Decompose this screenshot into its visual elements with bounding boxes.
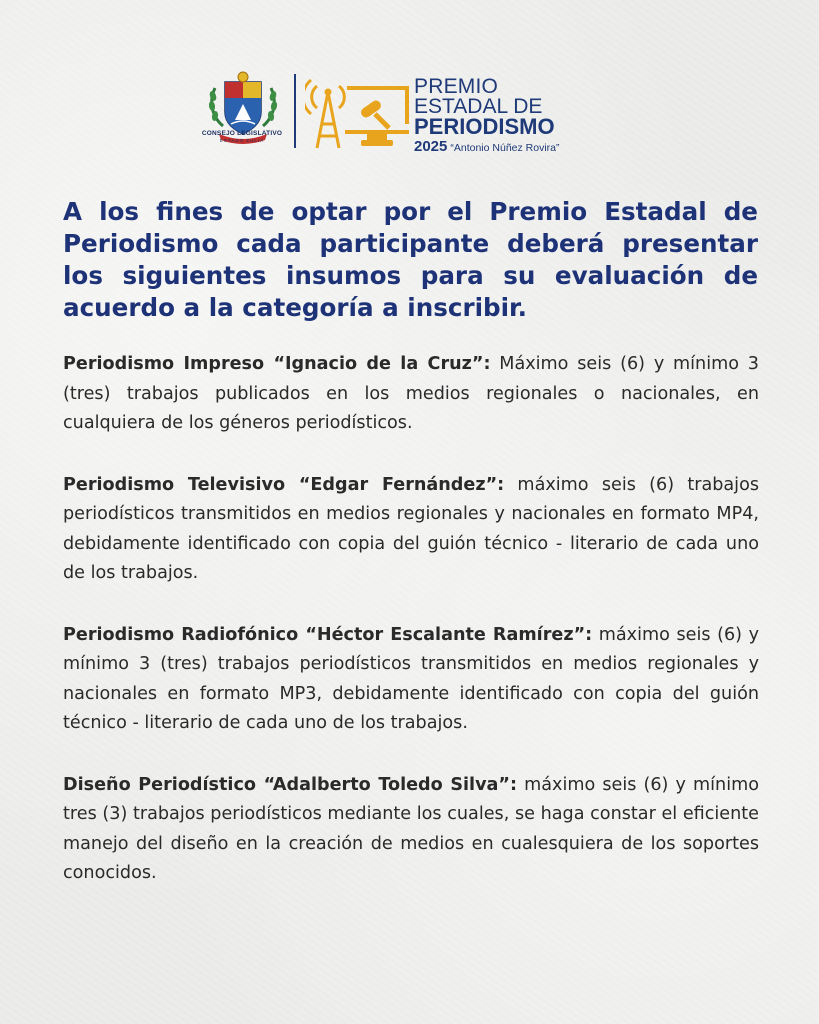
category-radio — [63, 621, 759, 739]
category-description: máximo seis (6) trabajos periodísticos transmitidos en medios regionales y nacionales en formato MP4, debidamente identificado con copia del guión técnico - literario de cada uno de los trabajos. — [63, 474, 759, 583]
institution-name: CONSEJO LEGISLATIVO — [201, 130, 283, 137]
award-line-premio: PREMIO — [414, 75, 499, 98]
header — [0, 62, 819, 162]
page-headline: A los fines de optar por el Premio Estadal de Periodismo cada participante deberá presentar los siguientes insumos para su evaluación de acuerdo a la categoría a inscribir. — [63, 197, 758, 322]
award-media-icon — [305, 74, 415, 154]
award-title — [414, 76, 560, 155]
category-design — [63, 771, 759, 889]
category-television — [63, 471, 759, 589]
category-label: Periodismo Radiofónico “Héctor Escalante Ramírez”: — [63, 624, 593, 645]
institution-caption — [194, 130, 290, 143]
header-divider — [294, 74, 296, 148]
category-label: Periodismo Impreso “Ignacio de la Cruz”: — [63, 354, 491, 374]
category-description: máximo seis (6) y mínimo 3 (tres) trabajos periodísticos transmitidos en medios regionales y nacionales en formato MP3, debidamente identificado con copia del guión técnico - literario de cada uno de los trabajos. — [63, 624, 760, 733]
categories-list — [63, 350, 759, 921]
award-honoree: “Antonio Núñez Rovira” — [450, 142, 560, 154]
category-label: Periodismo Televisivo “Edgar Fernández”: — [63, 474, 505, 495]
award-year: 2025 — [414, 138, 448, 155]
award-year-row — [414, 139, 560, 155]
award-line-estadal: ESTADAL DE — [414, 95, 543, 118]
category-label: Diseño Periodístico “Adalberto Toledo Silva”: — [63, 774, 518, 795]
category-description: Máximo seis (6) y mínimo 3 (tres) trabajos publicados en los medios regionales o nacionales, en cualquiera de los géneros periodísticos. — [63, 354, 759, 433]
category-print — [63, 350, 759, 439]
award-line-periodismo: PERIODISMO — [414, 114, 555, 139]
institution-state: ESTADO ZULIA — [219, 138, 265, 143]
category-description: máximo seis (6) y mínimo tres (3) trabajos periodísticos mediante los cuales, se haga constar el eficiente manejo del diseño en la creación de medios en cualesquiera de los soportes conocidos. — [63, 774, 759, 883]
